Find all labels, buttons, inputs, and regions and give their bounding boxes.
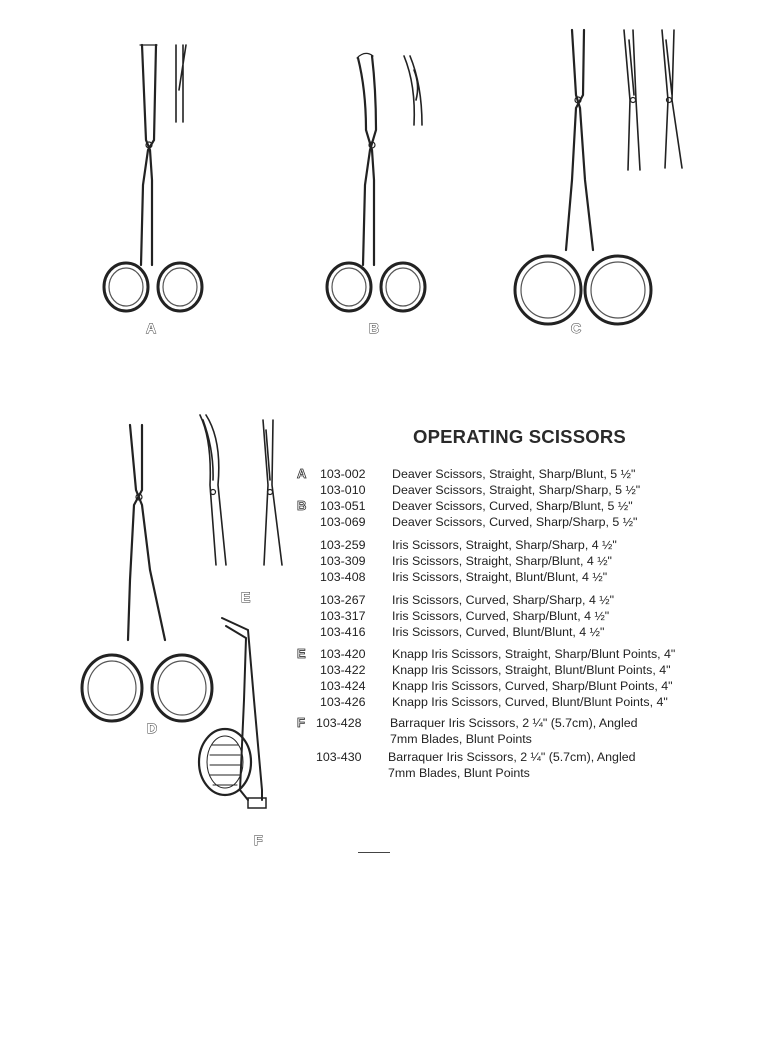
item-description: Knapp Iris Scissors, Straight, Sharp/Blunt Points, 4" [392,647,676,661]
item-code: 103-426 [320,695,366,709]
item-description: Iris Scissors, Curved, Sharp/Blunt, 4 ½" [392,609,610,623]
row-tag: B [297,498,307,513]
divider-line [358,852,390,853]
row-tag: E [297,646,306,661]
item-description: Deaver Scissors, Curved, Sharp/Blunt, 5 ½" [392,499,633,513]
figure-label-a: A [146,320,157,336]
scissors-c-icon [515,30,682,324]
item-description: Deaver Scissors, Straight, Sharp/Blunt, 5 ½" [392,467,636,481]
item-description: Iris Scissors, Curved, Sharp/Sharp, 4 ½" [392,593,615,607]
item-description: Iris Scissors, Straight, Blunt/Blunt, 4 ½" [392,570,608,584]
item-code: 103-051 [320,499,366,513]
item-code: 103-010 [320,483,366,497]
item-code: 103-259 [320,538,366,552]
scissors-f-icon [199,618,266,808]
item-code: 103-069 [320,515,366,529]
item-description: Barraquer Iris Scissors, 2 ¼" (5.7cm), Angled [388,750,636,764]
item-description: Deaver Scissors, Curved, Sharp/Sharp, 5 ½" [392,515,638,529]
row-tag: A [297,466,307,481]
item-code: 103-002 [320,467,366,481]
row-tag: F [297,715,305,730]
item-code: 103-408 [320,570,366,584]
item-description-line2: 7mm Blades, Blunt Points [390,732,532,746]
item-description: Iris Scissors, Curved, Blunt/Blunt, 4 ½" [392,625,605,639]
item-description: Knapp Iris Scissors, Straight, Blunt/Blunt Points, 4" [392,663,671,677]
item-code: 103-317 [320,609,366,623]
figure-label-d: D [147,720,158,736]
scissors-d-icon [82,425,212,721]
figure-label-b: B [369,320,380,336]
scissors-e-icon [200,415,282,565]
item-code: 103-267 [320,593,366,607]
item-description: Iris Scissors, Straight, Sharp/Blunt, 4 ½" [392,554,612,568]
figure-label-e: E [241,589,251,605]
item-code: 103-416 [320,625,366,639]
item-code: 103-424 [320,679,366,693]
item-description: Barraquer Iris Scissors, 2 ¼" (5.7cm), Angled [390,716,638,730]
item-description: Knapp Iris Scissors, Curved, Sharp/Blunt Points, 4" [392,679,673,693]
item-code: 103-428 [316,716,362,730]
item-description: Iris Scissors, Straight, Sharp/Sharp, 4 ½" [392,538,617,552]
item-code: 103-422 [320,663,366,677]
item-description-line2: 7mm Blades, Blunt Points [388,766,530,780]
item-code: 103-430 [316,750,362,764]
scissors-a-icon [104,45,202,311]
page-title: OPERATING SCISSORS [413,426,626,447]
item-code: 103-309 [320,554,366,568]
item-description: Deaver Scissors, Straight, Sharp/Sharp, 5 ½" [392,483,641,497]
item-code: 103-420 [320,647,366,661]
scissors-b-icon [327,53,425,311]
figure-label-f: F [254,832,263,848]
item-description: Knapp Iris Scissors, Curved, Blunt/Blunt Points, 4" [392,695,668,709]
figure-label-c: C [571,320,582,336]
